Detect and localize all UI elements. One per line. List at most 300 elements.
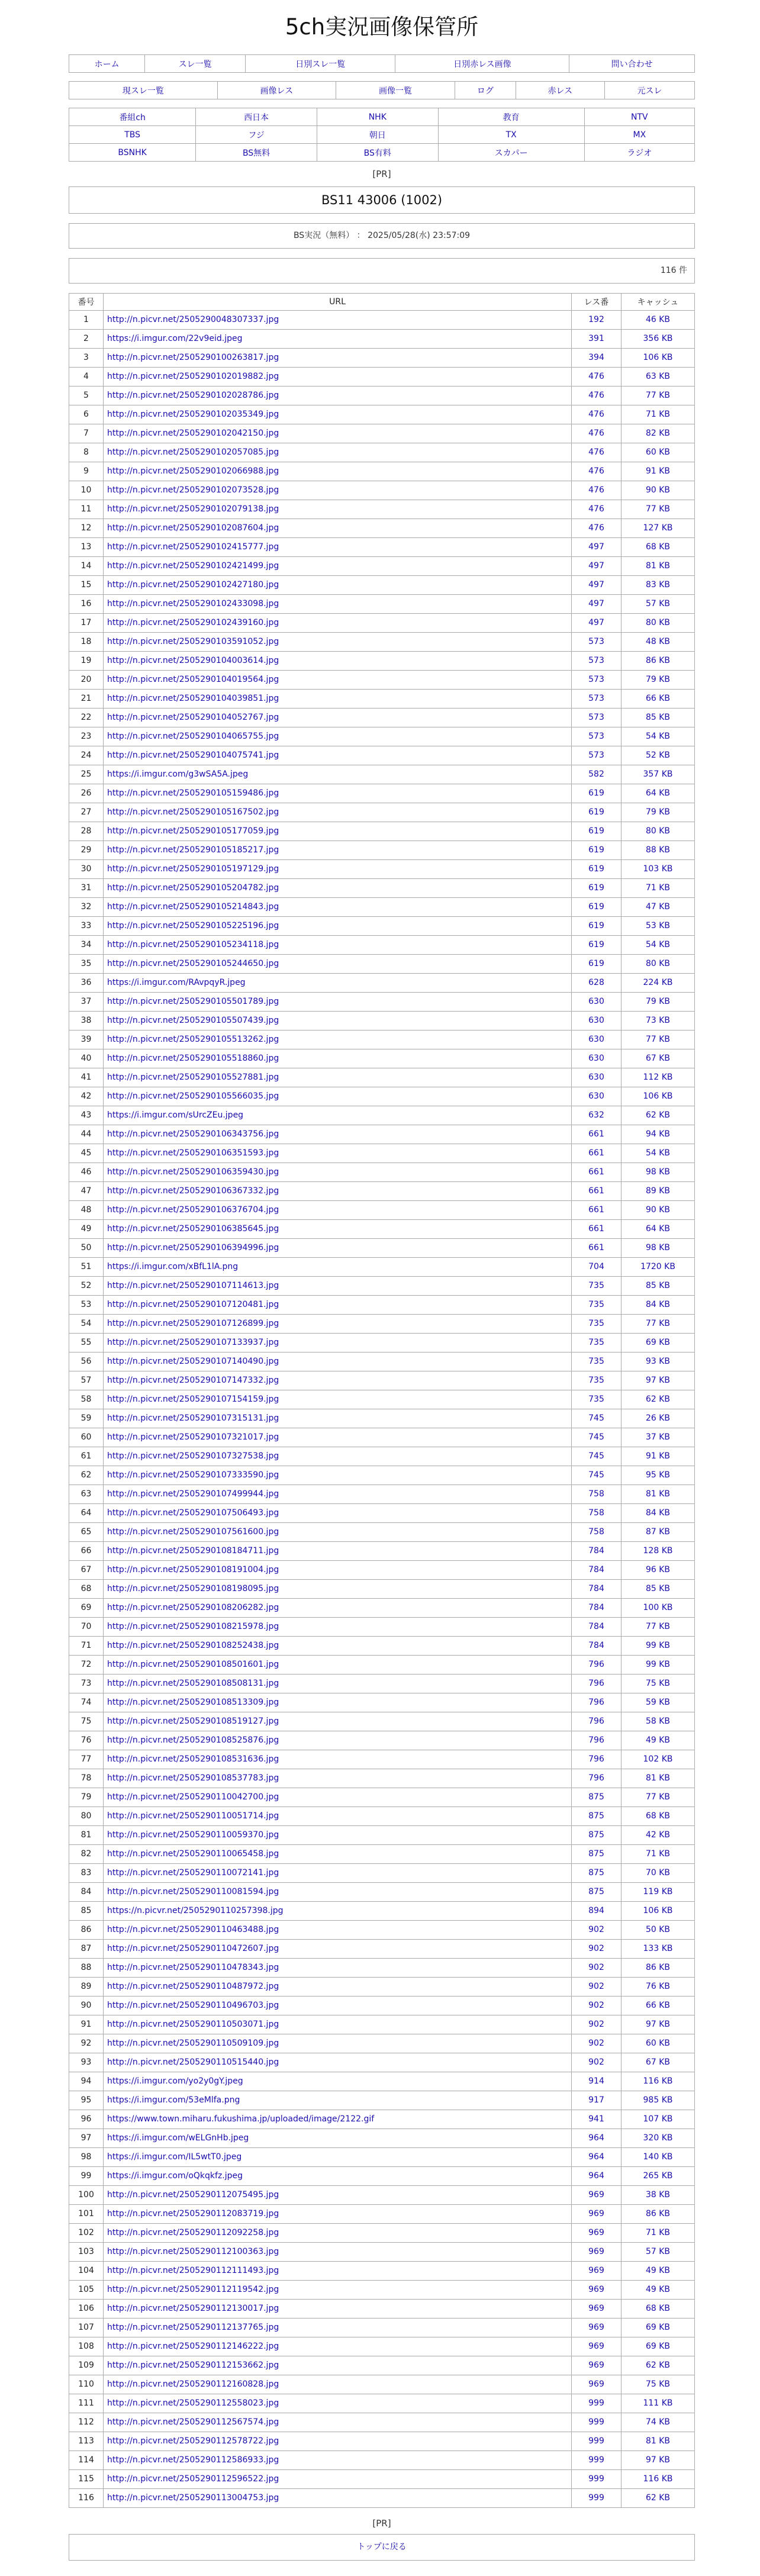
row-cache-size[interactable]: 64 KB: [621, 784, 695, 803]
image-url-link[interactable]: http://n.picvr.net/2505290105501789.jpg: [107, 997, 279, 1006]
row-res-number[interactable]: 964: [572, 2167, 621, 2186]
row-res-number[interactable]: 735: [572, 1277, 621, 1296]
row-res-number[interactable]: 573: [572, 671, 621, 690]
channel-nav-item[interactable]: [196, 108, 317, 126]
row-res-number[interactable]: 497: [572, 557, 621, 576]
row-cache-size[interactable]: 985 KB: [621, 2091, 695, 2110]
row-cache-size[interactable]: 86 KB: [621, 2205, 695, 2224]
row-cache-size[interactable]: 46 KB: [621, 311, 695, 330]
nav-home-link[interactable]: ホーム: [94, 59, 120, 69]
row-cache-size[interactable]: 91 KB: [621, 1447, 695, 1466]
row-res-number[interactable]: 476: [572, 424, 621, 443]
channel-link[interactable]: ラジオ: [627, 148, 652, 158]
row-cache-size[interactable]: 62 KB: [621, 1390, 695, 1409]
row-res-number[interactable]: 894: [572, 1902, 621, 1921]
row-cache-size[interactable]: 62 KB: [621, 2489, 695, 2508]
row-cache-size[interactable]: 106 KB: [621, 1902, 695, 1921]
row-res-number[interactable]: 969: [572, 2356, 621, 2375]
nav-image-res[interactable]: [217, 82, 336, 99]
row-res-number[interactable]: 476: [572, 500, 621, 519]
nav-image-res-link[interactable]: 画像レス: [260, 86, 294, 96]
image-url-link[interactable]: http://n.picvr.net/2505290104019564.jpg: [107, 675, 279, 684]
image-url-link[interactable]: http://n.picvr.net/2505290112586933.jpg: [107, 2455, 279, 2465]
nav-original-thread[interactable]: [605, 82, 695, 99]
nav-daily-red-images-link[interactable]: 日別赤レス画像: [453, 59, 511, 69]
image-url-link[interactable]: http://n.picvr.net/2505290104075741.jpg: [107, 751, 279, 760]
row-cache-size[interactable]: 62 KB: [621, 2356, 695, 2375]
row-cache-size[interactable]: 85 KB: [621, 1580, 695, 1599]
image-url-link[interactable]: http://n.picvr.net/2505290112083719.jpg: [107, 2209, 279, 2218]
row-res-number[interactable]: 661: [572, 1239, 621, 1258]
channel-link[interactable]: 番組ch: [119, 112, 146, 123]
row-cache-size[interactable]: 37 KB: [621, 1428, 695, 1447]
row-res-number[interactable]: 497: [572, 595, 621, 614]
image-url-link[interactable]: http://n.picvr.net/2505290102421499.jpg: [107, 561, 279, 571]
row-res-number[interactable]: 735: [572, 1315, 621, 1334]
image-url-link[interactable]: https://i.imgur.com/wELGnHb.jpeg: [107, 2133, 249, 2143]
row-res-number[interactable]: 902: [572, 1921, 621, 1940]
image-url-link[interactable]: http://n.picvr.net/2505290108198095.jpg: [107, 1584, 279, 1593]
image-url-link[interactable]: http://n.picvr.net/2505290105566035.jpg: [107, 1091, 279, 1101]
row-cache-size[interactable]: 68 KB: [621, 538, 695, 557]
nav-red-res-link[interactable]: 赤レス: [548, 86, 573, 96]
row-res-number[interactable]: 902: [572, 1997, 621, 2015]
image-url-link[interactable]: http://n.picvr.net/2505290108531636.jpg: [107, 1754, 279, 1764]
row-res-number[interactable]: 964: [572, 2148, 621, 2167]
row-res-number[interactable]: 969: [572, 2319, 621, 2337]
nav-thread-list-link[interactable]: スレ一覧: [178, 59, 212, 69]
row-cache-size[interactable]: 79 KB: [621, 803, 695, 822]
channel-nav-item[interactable]: [584, 144, 694, 162]
row-res-number[interactable]: 969: [572, 2281, 621, 2300]
row-cache-size[interactable]: 84 KB: [621, 1296, 695, 1315]
row-cache-size[interactable]: 71 KB: [621, 1845, 695, 1864]
row-cache-size[interactable]: 224 KB: [621, 974, 695, 993]
row-cache-size[interactable]: 58 KB: [621, 1712, 695, 1731]
channel-link[interactable]: フジ: [248, 130, 265, 140]
row-cache-size[interactable]: 127 KB: [621, 519, 695, 538]
row-res-number[interactable]: 476: [572, 462, 621, 481]
nav-daily-red-images[interactable]: [395, 55, 569, 73]
row-cache-size[interactable]: 116 KB: [621, 2072, 695, 2091]
row-res-number[interactable]: 875: [572, 1883, 621, 1902]
image-url-link[interactable]: http://n.picvr.net/2505290103591052.jpg: [107, 637, 279, 646]
image-url-link[interactable]: http://n.picvr.net/2505290112092258.jpg: [107, 2228, 279, 2237]
row-cache-size[interactable]: 74 KB: [621, 2413, 695, 2432]
row-res-number[interactable]: 619: [572, 898, 621, 917]
row-cache-size[interactable]: 99 KB: [621, 1656, 695, 1675]
image-url-link[interactable]: http://n.picvr.net/2505290112075495.jpg: [107, 2190, 279, 2200]
image-url-link[interactable]: http://n.picvr.net/2505290112596522.jpg: [107, 2474, 279, 2484]
channel-link[interactable]: BSNHK: [118, 147, 147, 157]
row-res-number[interactable]: 784: [572, 1637, 621, 1656]
row-cache-size[interactable]: 102 KB: [621, 1750, 695, 1769]
row-cache-size[interactable]: 75 KB: [621, 1675, 695, 1693]
image-url-link[interactable]: http://n.picvr.net/2505290102079138.jpg: [107, 504, 279, 514]
nav-current-threads[interactable]: [69, 82, 218, 99]
image-url-link[interactable]: http://n.picvr.net/2505290105527881.jpg: [107, 1073, 279, 1082]
row-cache-size[interactable]: 38 KB: [621, 2186, 695, 2205]
row-cache-size[interactable]: 67 KB: [621, 1049, 695, 1068]
image-url-link[interactable]: http://n.picvr.net/2505290105518860.jpg: [107, 1054, 279, 1063]
row-cache-size[interactable]: 106 KB: [621, 349, 695, 368]
image-url-link[interactable]: http://n.picvr.net/2505290108519127.jpg: [107, 1717, 279, 1726]
row-cache-size[interactable]: 95 KB: [621, 1466, 695, 1485]
image-url-link[interactable]: https://i.imgur.com/IL5wtT0.jpeg: [107, 2152, 242, 2162]
row-res-number[interactable]: 704: [572, 1258, 621, 1277]
image-url-link[interactable]: http://n.picvr.net/2505290113004753.jpg: [107, 2493, 279, 2503]
row-res-number[interactable]: 969: [572, 2243, 621, 2262]
nav-log[interactable]: [455, 82, 516, 99]
channel-link[interactable]: TBS: [124, 130, 140, 140]
image-url-link[interactable]: http://n.picvr.net/2505290102042150.jpg: [107, 429, 279, 438]
row-cache-size[interactable]: 75 KB: [621, 2375, 695, 2394]
row-res-number[interactable]: 999: [572, 2394, 621, 2413]
image-url-link[interactable]: https://i.imgur.com/oQkqkfz.jpeg: [107, 2171, 243, 2181]
row-cache-size[interactable]: 68 KB: [621, 1807, 695, 1826]
row-res-number[interactable]: 902: [572, 2015, 621, 2034]
image-url-link[interactable]: https://i.imgur.com/g3wSA5A.jpeg: [107, 769, 249, 779]
row-res-number[interactable]: 999: [572, 2432, 621, 2451]
row-res-number[interactable]: 619: [572, 860, 621, 879]
image-url-link[interactable]: http://n.picvr.net/2505290112160828.jpg: [107, 2379, 279, 2389]
row-res-number[interactable]: 476: [572, 387, 621, 405]
image-url-link[interactable]: http://n.picvr.net/2505290107120481.jpg: [107, 1300, 279, 1309]
row-cache-size[interactable]: 85 KB: [621, 709, 695, 727]
row-res-number[interactable]: 796: [572, 1731, 621, 1750]
row-res-number[interactable]: 735: [572, 1371, 621, 1390]
row-res-number[interactable]: 394: [572, 349, 621, 368]
row-cache-size[interactable]: 86 KB: [621, 652, 695, 671]
image-url-link[interactable]: http://n.picvr.net/2505290112567574.jpg: [107, 2417, 279, 2427]
row-res-number[interactable]: 796: [572, 1675, 621, 1693]
image-url-link[interactable]: http://n.picvr.net/2505290108513309.jpg: [107, 1698, 279, 1707]
row-res-number[interactable]: 630: [572, 1012, 621, 1031]
image-url-link[interactable]: http://n.picvr.net/2505290100263817.jpg: [107, 353, 279, 362]
row-cache-size[interactable]: 356 KB: [621, 330, 695, 349]
row-cache-size[interactable]: 57 KB: [621, 595, 695, 614]
row-res-number[interactable]: 902: [572, 1959, 621, 1978]
row-cache-size[interactable]: 79 KB: [621, 671, 695, 690]
channel-nav-item[interactable]: [584, 108, 694, 126]
row-cache-size[interactable]: 80 KB: [621, 822, 695, 841]
row-cache-size[interactable]: 69 KB: [621, 2319, 695, 2337]
image-url-link[interactable]: http://n.picvr.net/2505290112111493.jpg: [107, 2266, 279, 2275]
row-res-number[interactable]: 999: [572, 2470, 621, 2489]
image-url-link[interactable]: http://n.picvr.net/2505290104003614.jpg: [107, 656, 279, 665]
row-res-number[interactable]: 875: [572, 1845, 621, 1864]
image-url-link[interactable]: http://n.picvr.net/2505290105225196.jpg: [107, 921, 279, 930]
row-cache-size[interactable]: 119 KB: [621, 1883, 695, 1902]
row-res-number[interactable]: 476: [572, 443, 621, 462]
row-res-number[interactable]: 476: [572, 405, 621, 424]
row-res-number[interactable]: 999: [572, 2489, 621, 2508]
row-res-number[interactable]: 875: [572, 1788, 621, 1807]
row-cache-size[interactable]: 96 KB: [621, 1561, 695, 1580]
row-cache-size[interactable]: 49 KB: [621, 2281, 695, 2300]
image-url-link[interactable]: http://n.picvr.net/2505290107114613.jpg: [107, 1281, 279, 1290]
row-res-number[interactable]: 875: [572, 1826, 621, 1845]
row-cache-size[interactable]: 64 KB: [621, 1220, 695, 1239]
row-cache-size[interactable]: 99 KB: [621, 1637, 695, 1656]
row-cache-size[interactable]: 90 KB: [621, 481, 695, 500]
image-url-link[interactable]: http://n.picvr.net/2505290102073528.jpg: [107, 485, 279, 495]
image-url-link[interactable]: http://n.picvr.net/2505290110478343.jpg: [107, 1963, 279, 1972]
row-res-number[interactable]: 192: [572, 311, 621, 330]
row-res-number[interactable]: 630: [572, 1068, 621, 1087]
row-cache-size[interactable]: 116 KB: [621, 2470, 695, 2489]
row-cache-size[interactable]: 357 KB: [621, 765, 695, 784]
row-res-number[interactable]: 902: [572, 2034, 621, 2053]
image-url-link[interactable]: http://n.picvr.net/2505290105167502.jpg: [107, 807, 279, 817]
image-url-link[interactable]: http://n.picvr.net/2505290104065755.jpg: [107, 732, 279, 741]
row-cache-size[interactable]: 100 KB: [621, 1599, 695, 1618]
row-cache-size[interactable]: 89 KB: [621, 1182, 695, 1201]
row-res-number[interactable]: 630: [572, 1087, 621, 1106]
image-url-link[interactable]: http://n.picvr.net/2505290102439160.jpg: [107, 618, 279, 627]
row-cache-size[interactable]: 106 KB: [621, 1087, 695, 1106]
image-url-link[interactable]: http://n.picvr.net/2505290107321017.jpg: [107, 1432, 279, 1442]
row-cache-size[interactable]: 265 KB: [621, 2167, 695, 2186]
image-url-link[interactable]: http://n.picvr.net/2505290112137765.jpg: [107, 2323, 279, 2332]
image-url-link[interactable]: http://n.picvr.net/2505290102028786.jpg: [107, 391, 279, 400]
row-cache-size[interactable]: 1720 KB: [621, 1258, 695, 1277]
row-cache-size[interactable]: 98 KB: [621, 1239, 695, 1258]
image-url-link[interactable]: https://i.imgur.com/RAvpqyR.jpeg: [107, 978, 246, 987]
row-res-number[interactable]: 476: [572, 368, 621, 387]
image-url-link[interactable]: http://n.picvr.net/2505290112119542.jpg: [107, 2285, 279, 2294]
image-url-link[interactable]: http://n.picvr.net/2505290110503071.jpg: [107, 2020, 279, 2029]
row-res-number[interactable]: 784: [572, 1561, 621, 1580]
row-cache-size[interactable]: 111 KB: [621, 2394, 695, 2413]
image-url-link[interactable]: http://n.picvr.net/2505290108525876.jpg: [107, 1735, 279, 1745]
row-res-number[interactable]: 630: [572, 993, 621, 1012]
row-res-number[interactable]: 661: [572, 1182, 621, 1201]
channel-nav-item[interactable]: [69, 126, 196, 144]
row-cache-size[interactable]: 71 KB: [621, 2224, 695, 2243]
row-res-number[interactable]: 619: [572, 784, 621, 803]
row-cache-size[interactable]: 60 KB: [621, 2034, 695, 2053]
row-cache-size[interactable]: 81 KB: [621, 1769, 695, 1788]
row-cache-size[interactable]: 66 KB: [621, 690, 695, 709]
image-url-link[interactable]: http://n.picvr.net/2505290106376704.jpg: [107, 1205, 279, 1215]
row-res-number[interactable]: 969: [572, 2337, 621, 2356]
row-cache-size[interactable]: 71 KB: [621, 879, 695, 898]
image-url-link[interactable]: http://n.picvr.net/2505290107133937.jpg: [107, 1338, 279, 1347]
row-res-number[interactable]: 999: [572, 2413, 621, 2432]
row-res-number[interactable]: 476: [572, 519, 621, 538]
row-cache-size[interactable]: 87 KB: [621, 1523, 695, 1542]
image-url-link[interactable]: http://n.picvr.net/2505290105507439.jpg: [107, 1016, 279, 1025]
image-url-link[interactable]: http://n.picvr.net/2505290112100363.jpg: [107, 2247, 279, 2256]
row-cache-size[interactable]: 98 KB: [621, 1163, 695, 1182]
row-res-number[interactable]: 573: [572, 690, 621, 709]
channel-link[interactable]: 教育: [503, 112, 520, 123]
row-res-number[interactable]: 784: [572, 1618, 621, 1637]
row-cache-size[interactable]: 69 KB: [621, 1334, 695, 1353]
row-res-number[interactable]: 573: [572, 633, 621, 652]
row-cache-size[interactable]: 66 KB: [621, 1997, 695, 2015]
row-cache-size[interactable]: 320 KB: [621, 2129, 695, 2148]
image-url-link[interactable]: http://n.picvr.net/2505290105197129.jpg: [107, 864, 279, 874]
row-cache-size[interactable]: 70 KB: [621, 1864, 695, 1883]
image-url-link[interactable]: http://n.picvr.net/2505290110072141.jpg: [107, 1868, 279, 1878]
channel-nav-item[interactable]: [317, 126, 438, 144]
row-cache-size[interactable]: 140 KB: [621, 2148, 695, 2167]
row-cache-size[interactable]: 60 KB: [621, 443, 695, 462]
image-url-link[interactable]: http://n.picvr.net/2505290106394996.jpg: [107, 1243, 279, 1252]
image-url-link[interactable]: http://n.picvr.net/2505290110496703.jpg: [107, 2001, 279, 2010]
row-cache-size[interactable]: 97 KB: [621, 1371, 695, 1390]
image-url-link[interactable]: http://n.picvr.net/2505290110509109.jpg: [107, 2039, 279, 2048]
nav-image-list[interactable]: [336, 82, 455, 99]
channel-nav-item[interactable]: [438, 126, 584, 144]
image-url-link[interactable]: http://n.picvr.net/2505290102066988.jpg: [107, 466, 279, 476]
back-to-top-link[interactable]: トップに戻る: [357, 2542, 407, 2552]
image-url-link[interactable]: http://n.picvr.net/2505290110487972.jpg: [107, 1982, 279, 1991]
image-url-link[interactable]: http://n.picvr.net/2505290102019882.jpg: [107, 372, 279, 381]
image-url-link[interactable]: http://n.picvr.net/2505290107506493.jpg: [107, 1508, 279, 1518]
row-cache-size[interactable]: 57 KB: [621, 2243, 695, 2262]
row-cache-size[interactable]: 59 KB: [621, 1693, 695, 1712]
nav-current-threads-link[interactable]: 現スレ一覧: [122, 86, 164, 96]
image-url-link[interactable]: http://n.picvr.net/2505290110065458.jpg: [107, 1849, 279, 1859]
row-res-number[interactable]: 628: [572, 974, 621, 993]
row-cache-size[interactable]: 63 KB: [621, 368, 695, 387]
row-cache-size[interactable]: 77 KB: [621, 1788, 695, 1807]
image-url-link[interactable]: http://n.picvr.net/2505290106385645.jpg: [107, 1224, 279, 1234]
channel-nav-item[interactable]: [196, 144, 317, 162]
row-cache-size[interactable]: 52 KB: [621, 746, 695, 765]
row-res-number[interactable]: 632: [572, 1106, 621, 1125]
image-url-link[interactable]: http://n.picvr.net/2505290102433098.jpg: [107, 599, 279, 608]
row-res-number[interactable]: 969: [572, 2375, 621, 2394]
row-res-number[interactable]: 619: [572, 841, 621, 860]
row-cache-size[interactable]: 84 KB: [621, 1504, 695, 1523]
image-url-link[interactable]: http://n.picvr.net/2505290105214843.jpg: [107, 902, 279, 912]
row-res-number[interactable]: 582: [572, 765, 621, 784]
image-url-link[interactable]: http://n.picvr.net/2505290106367332.jpg: [107, 1186, 279, 1196]
row-res-number[interactable]: 497: [572, 576, 621, 595]
channel-link[interactable]: スカパー: [494, 148, 528, 158]
row-cache-size[interactable]: 54 KB: [621, 1144, 695, 1163]
row-res-number[interactable]: 619: [572, 955, 621, 974]
nav-red-res[interactable]: [516, 82, 604, 99]
image-url-link[interactable]: http://n.picvr.net/2505290102427180.jpg: [107, 580, 279, 590]
image-url-link[interactable]: https://www.town.miharu.fukushima.jp/uploaded/image/2122.gif: [107, 2114, 375, 2124]
row-cache-size[interactable]: 42 KB: [621, 1826, 695, 1845]
row-cache-size[interactable]: 50 KB: [621, 1921, 695, 1940]
row-cache-size[interactable]: 77 KB: [621, 1618, 695, 1637]
channel-nav-item[interactable]: [438, 144, 584, 162]
channel-link[interactable]: BS有料: [363, 148, 391, 158]
row-cache-size[interactable]: 81 KB: [621, 557, 695, 576]
row-res-number[interactable]: 497: [572, 538, 621, 557]
row-res-number[interactable]: 784: [572, 1599, 621, 1618]
nav-image-list-link[interactable]: 画像一覧: [378, 86, 412, 96]
row-res-number[interactable]: 661: [572, 1201, 621, 1220]
image-url-link[interactable]: http://n.picvr.net/2505290105513262.jpg: [107, 1035, 279, 1044]
image-url-link[interactable]: http://n.picvr.net/2505290107315131.jpg: [107, 1413, 279, 1423]
nav-contact-link[interactable]: 問い合わせ: [611, 59, 653, 69]
row-res-number[interactable]: 902: [572, 1978, 621, 1997]
row-cache-size[interactable]: 54 KB: [621, 727, 695, 746]
row-res-number[interactable]: 573: [572, 709, 621, 727]
image-url-link[interactable]: http://n.picvr.net/2505290108206282.jpg: [107, 1603, 279, 1612]
row-res-number[interactable]: 917: [572, 2091, 621, 2110]
image-url-link[interactable]: http://n.picvr.net/2505290107499944.jpg: [107, 1489, 279, 1499]
row-cache-size[interactable]: 69 KB: [621, 2337, 695, 2356]
image-url-link[interactable]: http://n.picvr.net/2505290110472607.jpg: [107, 1944, 279, 1953]
row-cache-size[interactable]: 68 KB: [621, 2300, 695, 2319]
image-url-link[interactable]: http://n.picvr.net/2505290107327538.jpg: [107, 1451, 279, 1461]
row-res-number[interactable]: 796: [572, 1656, 621, 1675]
row-res-number[interactable]: 735: [572, 1390, 621, 1409]
row-cache-size[interactable]: 88 KB: [621, 841, 695, 860]
image-url-link[interactable]: http://n.picvr.net/2505290108537783.jpg: [107, 1773, 279, 1783]
image-url-link[interactable]: http://n.picvr.net/2505290102415777.jpg: [107, 542, 279, 552]
image-url-link[interactable]: http://n.picvr.net/2505290110463488.jpg: [107, 1925, 279, 1934]
channel-link[interactable]: MX: [633, 130, 646, 140]
image-url-link[interactable]: http://n.picvr.net/2505290108191004.jpg: [107, 1565, 279, 1574]
row-cache-size[interactable]: 97 KB: [621, 2015, 695, 2034]
image-url-link[interactable]: http://n.picvr.net/2505290108215978.jpg: [107, 1622, 279, 1631]
row-res-number[interactable]: 619: [572, 917, 621, 936]
image-url-link[interactable]: http://n.picvr.net/2505290104052767.jpg: [107, 713, 279, 722]
row-cache-size[interactable]: 81 KB: [621, 1485, 695, 1504]
row-res-number[interactable]: 573: [572, 727, 621, 746]
row-cache-size[interactable]: 49 KB: [621, 1731, 695, 1750]
row-res-number[interactable]: 630: [572, 1049, 621, 1068]
row-res-number[interactable]: 796: [572, 1693, 621, 1712]
row-res-number[interactable]: 619: [572, 822, 621, 841]
row-cache-size[interactable]: 80 KB: [621, 614, 695, 633]
row-cache-size[interactable]: 86 KB: [621, 1959, 695, 1978]
row-cache-size[interactable]: 53 KB: [621, 917, 695, 936]
row-res-number[interactable]: 630: [572, 1031, 621, 1049]
row-cache-size[interactable]: 128 KB: [621, 1542, 695, 1561]
row-cache-size[interactable]: 91 KB: [621, 462, 695, 481]
image-url-link[interactable]: http://n.picvr.net/2505290110051714.jpg: [107, 1811, 279, 1821]
channel-link[interactable]: TX: [505, 130, 517, 140]
row-cache-size[interactable]: 77 KB: [621, 387, 695, 405]
row-cache-size[interactable]: 77 KB: [621, 1031, 695, 1049]
channel-nav-item[interactable]: [584, 126, 694, 144]
row-res-number[interactable]: 619: [572, 803, 621, 822]
image-url-link[interactable]: http://n.picvr.net/2505290102087604.jpg: [107, 523, 279, 533]
image-url-link[interactable]: http://n.picvr.net/2505290105204782.jpg: [107, 883, 279, 893]
row-cache-size[interactable]: 26 KB: [621, 1409, 695, 1428]
row-res-number[interactable]: 796: [572, 1750, 621, 1769]
image-url-link[interactable]: http://n.picvr.net/2505290105159486.jpg: [107, 788, 279, 798]
channel-link[interactable]: NTV: [631, 112, 648, 122]
row-cache-size[interactable]: 112 KB: [621, 1068, 695, 1087]
row-cache-size[interactable]: 62 KB: [621, 1106, 695, 1125]
image-url-link[interactable]: http://n.picvr.net/2505290107561600.jpg: [107, 1527, 279, 1537]
row-cache-size[interactable]: 85 KB: [621, 1277, 695, 1296]
nav-home[interactable]: [69, 55, 145, 73]
row-res-number[interactable]: 735: [572, 1296, 621, 1315]
image-url-link[interactable]: https://n.picvr.net/2505290110257398.jpg: [107, 1906, 284, 1915]
image-url-link[interactable]: http://n.picvr.net/2505290112578722.jpg: [107, 2436, 279, 2446]
row-res-number[interactable]: 784: [572, 1580, 621, 1599]
image-url-link[interactable]: http://n.picvr.net/2505290108184711.jpg: [107, 1546, 279, 1556]
image-url-link[interactable]: http://n.picvr.net/2505290107154159.jpg: [107, 1395, 279, 1404]
image-url-link[interactable]: http://n.picvr.net/2505290112153662.jpg: [107, 2361, 279, 2370]
row-res-number[interactable]: 796: [572, 1712, 621, 1731]
image-url-link[interactable]: http://n.picvr.net/2505290105244650.jpg: [107, 959, 279, 968]
image-url-link[interactable]: http://n.picvr.net/2505290108252438.jpg: [107, 1641, 279, 1650]
